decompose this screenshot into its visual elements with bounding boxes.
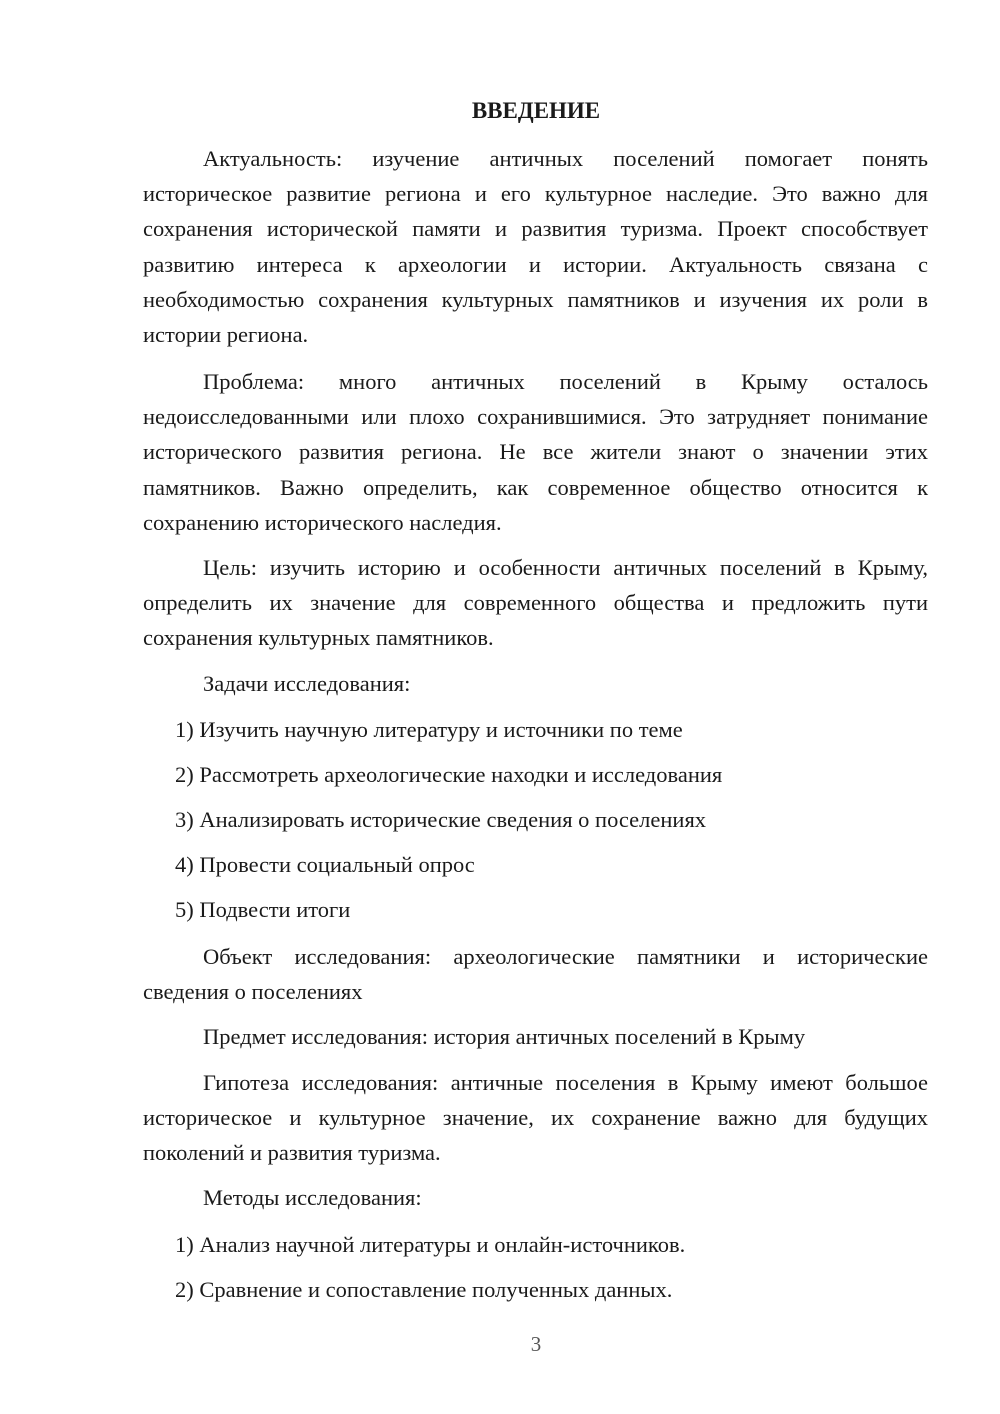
methods-heading: Методы исследования: [203, 1185, 422, 1210]
list-item: 2) Сравнение и сопоставление полученных данных. [175, 1277, 673, 1302]
paragraph-goal: Цель: изучить историю и особенности античных поселений в Крыму, определить их значение для современного общества и предложить пути сохранения культурных памятников. [143, 555, 928, 651]
paragraph-subject: Предмет исследования: история античных поселений в Крыму [203, 1024, 806, 1049]
paragraph-object: Объект исследования: археологические памятники и исторические сведения о поселениях [143, 944, 928, 1005]
page-number: 3 [530, 1332, 542, 1356]
list-item: 3) Анализировать исторические сведения о поселениях [175, 807, 707, 832]
paragraph-problem: Проблема: много античных поселений в Крыму осталось недоисследованными или плохо сохранившимися. Это затрудняет понимание исторического развития региона. Не все жители знают о значении этих памятников. Важно определить, как современное общество относится к сохранению исторического наследия. [143, 369, 928, 535]
list-item: 5) Подвести итоги [175, 897, 351, 922]
page-title: ВВЕДЕНИЕ [471, 98, 601, 123]
list-item: 2) Рассмотреть археологические находки и исследования [175, 762, 723, 787]
paragraph-hypothesis: Гипотеза исследования: античные поселения в Крыму имеют большое историческое и культурное значение, их сохранение важно для будущих поколений и развития туризма. [143, 1070, 928, 1166]
paragraph-relevance: Актуальность: изучение античных поселений помогает понять историческое развитие региона и его культурное наследие. Это важно для сохранения исторической памяти и развития туризма. Проект способствует развитию интереса к археологии и истории. Актуальность связана с необходимостью сохранения культурных памятников и изучения их роли в истории региона. [143, 146, 928, 348]
tasks-heading: Задачи исследования: [203, 671, 411, 696]
list-item: 1) Анализ научной литературы и онлайн-источников. [175, 1232, 686, 1257]
list-item: 1) Изучить научную литературу и источники по теме [175, 717, 683, 742]
list-item: 4) Провести социальный опрос [175, 852, 475, 877]
